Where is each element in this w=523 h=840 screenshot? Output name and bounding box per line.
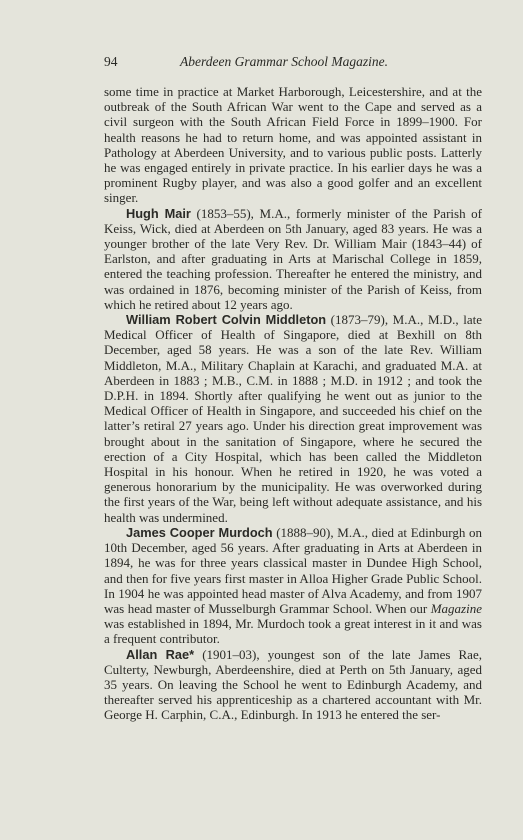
paragraph-text: (1873–79), M.A., M.D., late Medical Officer of Health of Singapore, died at Bexhill on 8th December, aged 58 years. He was a son of the late Rev. William Middleton, M.A., Military Chaplain at Karachi, and graduated M.A. at Aberdeen in 1883 ; M.B., C.M. in 1888 ; M.D. in 1912 ; and took the D.P.H. in 1894. Shortly after qualifying he went out as junior to the Medical Officer of Health in Singapore, and succeeded his chief on the latter’s retiral 27 years ago. Under his direction great improvement was brought about in the sanitation of Singapore, where he secured the erection of a City Hospital, which has been called the Middleton Hospital in his honour. When he retired in 1920, he was voted a generous honorarium by the municipality. He was overworked during the first years of the War, being left without adequate assistance, and his health was undermined. (104, 312, 482, 525)
paragraph-text: (1888–90), M.A., died at Edinburgh on 10th December, aged 56 years. After graduating in Arts at Aberdeen in 1894, he was for three years classical master in Dundee High School, and then for five years first master in Alloa Higher Grade Public School. In 1904 he was appointed head master of Alva Academy, and from 1907 was head master of Musselburgh Grammar School. When our (104, 524, 482, 616)
page-number: 94 (104, 54, 118, 69)
person-name: James Cooper Murdoch (126, 524, 273, 540)
obituary-entry (104, 206, 482, 312)
person-name: Allan Rae* (126, 646, 195, 662)
obituary-entry (104, 525, 482, 647)
paragraph-text: (1853–55), M.A., formerly minister of the Parish of Keiss, Wick, died at Aberdeen on 5th January, aged 83 years. He was a younger brother of the late Very Rev. Dr. William Mair (1843–44) of Earlston, and after graduating in Arts at Marischal College in 1859, entered the teaching profession. Thereafter he entered the ministry, and was ordained in 1876, becoming minister of the Parish of Keiss, from which he retired about 12 years ago. (104, 205, 483, 312)
person-name: Hugh Mair (126, 205, 191, 221)
person-name: William Robert Colvin Middleton (126, 312, 327, 328)
paragraph-text: was established in 1894, Mr. Murdoch took a great interest in it and was a frequent contributor. (104, 616, 482, 647)
page-header (104, 54, 482, 74)
body-text (104, 84, 482, 723)
magazine-title: Magazine (430, 600, 482, 616)
obituary-entry (104, 647, 482, 723)
paragraph-text: (1901–03), youngest son of the late James Rae, Culterty, Newburgh, Aberdeenshire, died at Perth on 5th January, aged 35 years. On leaving the School he went to Edinburgh Academy, and thereafter served his apprenticeship as a chartered accountant with Mr. George H. Carphin, C.A., Edinburgh. In 1913 he entered the ser- (104, 646, 482, 723)
running-title: Aberdeen Grammar School Magazine. (180, 54, 388, 69)
paragraph-text: some time in practice at Market Harborough, Leicestershire, and at the outbreak of the South African War went to the Cape and served as a civil surgeon with the South African Field Force in 1899–1900. For health reasons he had to return home, and was appointed assistant in Pathology at Aberdeen University, and to various public posts. Latterly he was engaged entirely in private practice. In his earlier days he was a prominent Rugby player, and was also a good golfer and an excellent singer. (104, 84, 482, 206)
paragraph-continuation (104, 84, 482, 206)
obituary-entry (104, 312, 482, 525)
